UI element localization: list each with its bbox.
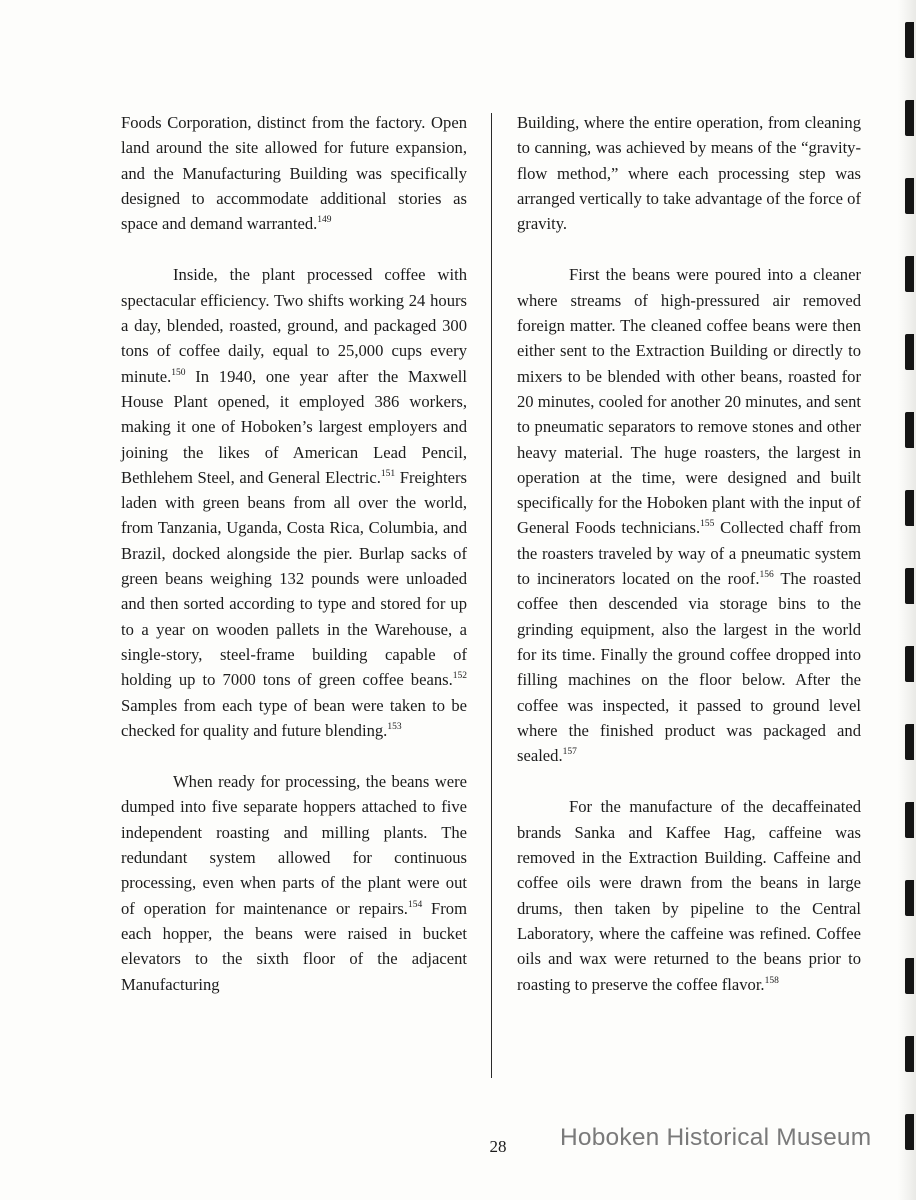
footnote-ref: 150 bbox=[171, 367, 186, 378]
paragraph: For the manufacture of the decaffeinated brands Sanka and Kaffee Hag, caffeine was removed in the Extraction Building. Caffeine and coffee oils were drawn from the beans in large drums, then taken by pipeline to the Central Laboratory, where the caffeine was refined. Coffee oils and wax were returned to the beans prior to roasting to preserve the coffee flavor.$^{158}$ bbox=[517, 797, 861, 994]
footnote-ref: 151 bbox=[380, 468, 396, 479]
binding-ring bbox=[905, 256, 914, 292]
footnote-ref: 154 bbox=[407, 899, 423, 910]
footnote-ref: 149 bbox=[317, 215, 332, 226]
binding-ring bbox=[905, 178, 914, 214]
paragraph: Building, where the entire operation, from cleaning to canning, was achieved by means of the “gravity-flow method,” where each processing step was arranged vertically to take advantage of the force of gravity. bbox=[517, 113, 861, 234]
left-text-column bbox=[121, 110, 467, 1023]
paragraph: First the beans were poured into a cleaner where streams of high-pressured air removed foreign matter. The cleaned coffee beans were then either sent to the Extraction Building or directly to mixers to be blended with other beans, roasted for 20 minutes, cooled for another 20 minutes, and sent to pneumatic separators to remove stones and other heavy material. The huge roasters, the largest in operation at the time, were designed and built specifically for the Hoboken plant with the input of General Foods technicians.$^{155}$ Collected chaff from the roasters traveled by way of a pneumatic system to incinerators located on the roof.$^{156}$ The roasted coffee then descended via storage bins to the grinding equipment, also the largest in the world for its time. Finally the ground coffee dropped into filling machines on the floor below. After the coffee was inspected, it passed to ground level where the finished product was packaged and sealed.$^{157}$ bbox=[517, 265, 861, 766]
paragraph: When ready for processing, the beans were dumped into five separate hoppers attached to five independent roasting and milling plants. The redundant system allowed for continuous processing, even when parts of the plant were out of operation for maintenance or repairs.$^{154}$ From each hopper, the beans were raised in bucket elevators to the sixth floor of the adjacent Manufacturing bbox=[121, 772, 467, 994]
spiral-binding bbox=[898, 0, 916, 1200]
right-text-column bbox=[517, 110, 861, 1023]
binding-ring bbox=[905, 490, 914, 526]
binding-ring bbox=[905, 958, 914, 994]
binding-ring bbox=[905, 568, 914, 604]
binding-ring bbox=[905, 1036, 914, 1072]
binding-ring bbox=[905, 22, 914, 58]
binding-ring bbox=[905, 646, 914, 682]
page-number: 28 bbox=[489, 1137, 507, 1156]
binding-ring bbox=[905, 724, 914, 760]
binding-ring bbox=[905, 1114, 914, 1150]
binding-ring bbox=[905, 334, 914, 370]
footnote-ref: 157 bbox=[562, 747, 577, 757]
footnote-ref: 156 bbox=[759, 569, 774, 580]
paragraph: Inside, the plant processed coffee with spectacular efficiency. Two shifts working 24 hours a day, blended, roasted, ground, and packaged 300 tons of coffee daily, equal to 25,000 cups every minute.$^{150}$ In 1940, one year after the Maxwell House Plant opened, it employed 386 workers, making it one of Hoboken’s largest employers and joining the likes of American Lead Pencil, Bethlehem Steel, and General Electric.$^{151}$ Freighters laden with green beans from all over the world, from Tanzania, Uganda, Costa Rica, Columbia, and Brazil, docked alongside the pier. Burlap sacks of green beans weighing 132 pounds were unloaded and then sorted according to type and stored for up to a year on wooden pallets in the Warehouse, a single-story, steel-frame building capable of holding up to 7000 tons of green coffee beans.$^{152}$ Samples from each type of bean were taken to be checked for quality and future blending.$^{153}$ bbox=[121, 265, 467, 740]
footnote-ref: 158 bbox=[764, 975, 779, 986]
column-divider bbox=[491, 113, 492, 1078]
paragraph: Foods Corporation, distinct from the factory. Open land around the site allowed for future expansion, and the Manufacturing Building was specifically designed to accommodate additional stories as space and demand warranted.$^{149}$ bbox=[121, 113, 467, 234]
binding-ring bbox=[905, 100, 914, 136]
binding-ring bbox=[905, 412, 914, 448]
binding-ring bbox=[905, 802, 914, 838]
footnote-ref: 153 bbox=[387, 721, 402, 732]
museum-watermark: Hoboken Historical Museum bbox=[560, 1124, 872, 1151]
footnote-ref: 152 bbox=[452, 671, 467, 682]
footnote-ref: 155 bbox=[700, 519, 715, 530]
binding-ring bbox=[905, 880, 914, 916]
